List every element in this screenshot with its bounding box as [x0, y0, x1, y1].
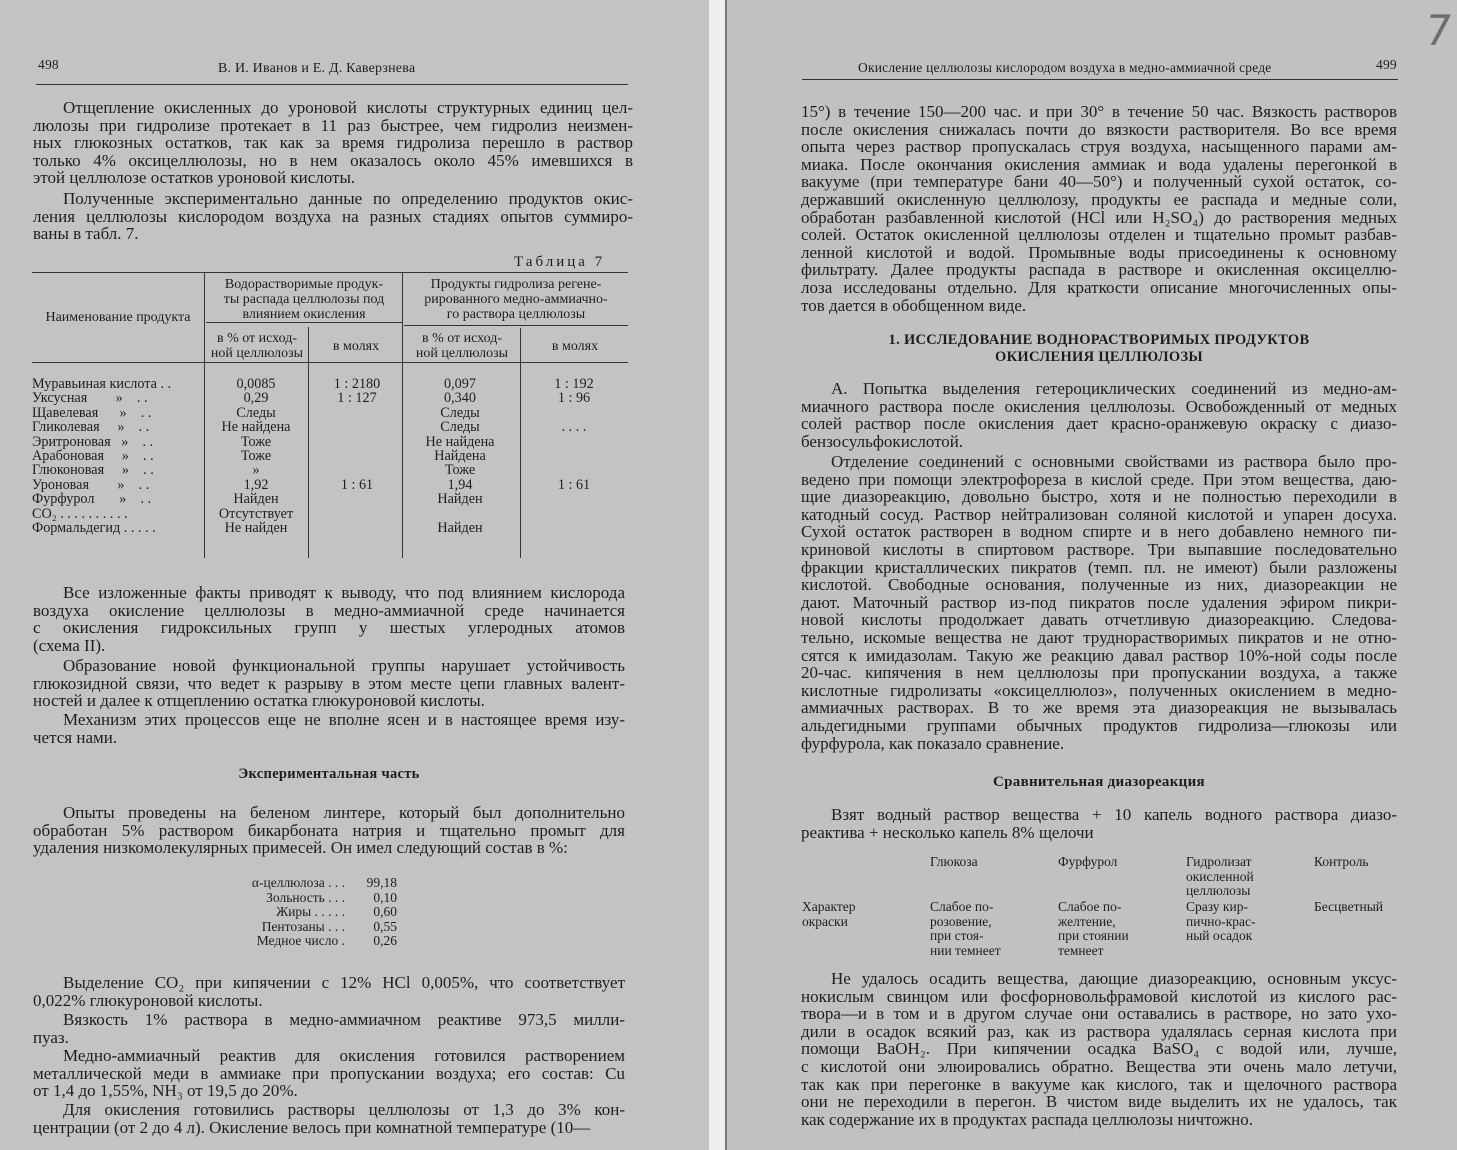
table-cell-product-name: Щавелевая » . .	[32, 404, 152, 421]
right-para-2	[801, 380, 1397, 450]
value-glucose: Слабое по- розовение, при стоя- нии темнеет	[930, 899, 1001, 959]
text-line: твора—и в том и в другом случае они оставались в растворе, но зато ухо-	[801, 1004, 1397, 1024]
text-line: металлической меди в аммиаке при пропускании воздуха; его состав: Cu	[33, 1063, 625, 1083]
subheader-moles-2: в молях	[551, 339, 599, 354]
subheader-moles-1: в молях	[332, 339, 380, 354]
text-line: щие диазореакцию, довольно быстро, хотя и не полностью переходили в	[801, 487, 1397, 507]
table-cell-product-name: Гликолевая » . .	[32, 419, 150, 436]
table-cell-moles-hydrolysis: 1 : 61	[557, 476, 591, 493]
table-cell-percent-hydrolysis: 0,340	[444, 390, 476, 407]
table-cell-moles-water-soluble: 1 : 127	[337, 390, 377, 407]
header-line: в % от исход-	[216, 331, 298, 346]
text-line: люлозы при гидролизе протекает в 11 раз быстрее, чем гидролиз неизмен-	[33, 115, 633, 135]
right-para-3	[801, 453, 1397, 752]
text-line: как содержание их в продуктах распада целлюлозы ничтожно.	[801, 1109, 1253, 1129]
text-line: катодный сосуд. Раствор нейтрализован соляной кислотой и упарен досуха.	[801, 504, 1397, 524]
header-line: в % от исход-	[421, 331, 503, 346]
text-line: Полученные экспериментально данные по определению продуктов окис-	[63, 189, 633, 208]
experimental-section-heading: Экспериментальная часть	[238, 766, 420, 782]
right-page-number: 499	[1376, 57, 1397, 72]
header-hydrolysate: Гидролизат окисленной целлюлозы	[1186, 854, 1254, 899]
section-heading-1	[801, 332, 1397, 366]
table-cell-product-name: Глюконовая » . .	[32, 462, 154, 479]
text-line: этой целлюлозе остатков уроновой кислоты.	[33, 168, 356, 188]
text-line: нокислым свинцом или фосфорновольфрамовой кислотой из кислого рас-	[801, 986, 1397, 1006]
text-line: Отщепление окисленных до уроновой кислоты структурных единиц цел-	[63, 98, 633, 117]
composition-label: Пентозаны . . .	[261, 918, 345, 934]
text-line: опыта через раствор пропускалась струя воздуха, насыщенного парами ам-	[801, 137, 1397, 157]
text-line: криновой кислоты в спиртовом растворе. Три выпавшие последовательно	[801, 539, 1397, 559]
table-cell-product-name: CO₂ . . . . . . . . . .	[32, 505, 128, 522]
text-line: миачного раствора после окисления целлюлозы. Освобожденный от медных	[801, 396, 1397, 416]
text-line: центрации (от 2 до 4 л). Окисление велось при комнатной температуре (10—	[33, 1117, 591, 1137]
text-line: Опыты проведены на беленом линтере, который был дополнительно	[63, 803, 625, 822]
table-cell-percent-water-soluble: 0,29	[243, 390, 269, 407]
table-cell-percent-water-soluble: 1,92	[243, 476, 269, 493]
right-para-5	[801, 970, 1397, 1128]
composition-row	[220, 876, 397, 891]
section-heading-line-2: ОКИСЛЕНИЯ ЦЕЛЛЮЛОЗЫ	[995, 349, 1203, 365]
left-para-9	[33, 1047, 625, 1100]
table-7-caption: Таблица 7	[514, 254, 606, 270]
text-line: Медно-аммиачный реактив для окисления готовился растворением	[63, 1046, 625, 1065]
value-control: Бесцветный	[1314, 899, 1384, 914]
header-line: рированного медно-аммиачно-	[424, 292, 608, 307]
table-cell-percent-hydrolysis: Следы	[440, 419, 480, 436]
table-cell-percent-water-soluble: Не найден	[224, 520, 288, 536]
text-line: обработан 5% раствором бикарбоната натрия и тщательно промыт для	[33, 820, 625, 840]
table-7	[32, 272, 628, 558]
composition-label: Жиры . . . . .	[276, 904, 345, 920]
composition-value: 0,26	[373, 933, 397, 949]
left-page-number: 498	[38, 57, 59, 72]
row-label-color-character: Характер окраски	[802, 899, 856, 929]
composition-label: Зольность . . .	[266, 889, 345, 905]
text-line: Вязкость 1% раствора в медно-аммиачном реактиве 973,5 милли-	[63, 1010, 625, 1029]
text-line: так как при перегонке в вакууме как кислого, так и щелочного раствора	[801, 1074, 1397, 1094]
text-line: они не переходили в перегон. В чистом виде выделить их не удалось, так	[801, 1092, 1397, 1112]
left-para-3	[33, 584, 625, 654]
table-cell-percent-hydrolysis: Тоже	[444, 462, 476, 479]
text-line: пуаз.	[33, 1027, 69, 1047]
subheader-percent-1	[206, 331, 308, 361]
text-line: Все изложенные факты приводят к выводу, что под влиянием кислорода	[63, 583, 625, 602]
table-cell-percent-water-soluble: Отсутствует	[218, 505, 294, 522]
text-line: (схема II).	[33, 635, 106, 655]
composition-label: Медное число .	[256, 933, 345, 949]
subheader-percent-2	[404, 331, 520, 361]
table-cell-moles-hydrolysis: 1 : 96	[557, 390, 591, 407]
text-line: миака. После окончания окисления аммиак и вода удалены перегонкой в	[801, 154, 1397, 174]
right-para-1	[801, 103, 1397, 314]
table-cell-percent-hydrolysis: 1,94	[447, 476, 473, 493]
header-line: ты распада целлюлозы под	[223, 292, 385, 307]
left-para-8	[33, 1011, 625, 1046]
table-cell-percent-hydrolysis: Следы	[440, 404, 480, 421]
header-line: Водорастворимые продук-	[224, 277, 384, 292]
composition-value: 99,18	[366, 875, 397, 890]
left-para-1	[33, 99, 633, 187]
left-para-4	[33, 657, 625, 710]
table-cell-moles-hydrolysis: 1 : 192	[554, 376, 594, 392]
text-line: Выделение CO₂ при кипячении с 12% HCl 0,005%, что соответствует	[63, 973, 625, 992]
header-rule-right	[802, 79, 1398, 80]
text-line: Механизм этих процессов еще не вполне ясен и в настоящее время изу-	[63, 710, 625, 729]
composition-value: 0,55	[373, 918, 397, 934]
pencil-mark: 7	[1421, 6, 1456, 55]
text-line: альдегидными группами обычных продуктов гидролиза—глюкозы или	[801, 715, 1397, 735]
table-cell-product-name: Уроновая » . .	[32, 476, 150, 493]
left-para-6	[33, 804, 625, 857]
table-cell-percent-hydrolysis: Найден	[437, 520, 483, 536]
page-edge-line	[725, 0, 727, 1150]
table-cell-product-name: Эритроновая » . .	[32, 433, 154, 450]
text-line: с окисления гидроксильных групп у шестых углеродных атомов	[33, 618, 625, 638]
text-line: кислотные гидролизаты «оксицеллюлоз», полученных окислением в медно-	[801, 680, 1397, 700]
value-furfural: Слабое по- желтение, при стоянии темнеет	[1058, 899, 1129, 959]
text-line: солей раствор после окисления дает красно-оранжевую окраску с диазо-	[801, 414, 1397, 434]
text-line: фракции кристаллических пикратов (темп. пл. не имеют) были разложены	[801, 557, 1397, 577]
text-line: бензосульфокислотой.	[801, 431, 964, 451]
table-cell-product-name: Формальдегид . . . . .	[32, 520, 156, 536]
text-line: только 4% оксицеллюлозы, но в нем оказалось около 45% имевшихся в	[33, 150, 633, 170]
table-cell-percent-water-soluble: Не найдена	[221, 419, 291, 436]
text-line: глюкозидной связи, что ведет к разрыву в этом месте цепи главных валент-	[33, 673, 625, 693]
composition-row	[220, 934, 397, 949]
table-cell-percent-hydrolysis: Найден	[437, 491, 483, 508]
text-line: 20-час. кипячения в нем целлюлозы при пропускании воздуха, а также	[801, 663, 1397, 683]
text-line: фурфурола, как показало сравнение.	[801, 733, 1065, 753]
table-cell-moles-water-soluble: 1 : 2180	[333, 376, 381, 392]
header-line: го раствора целлюлозы	[446, 307, 586, 322]
table-cell-product-name: Муравьиная кислота . .	[32, 376, 172, 392]
text-line: А. Попытка выделения гетероциклических соединений из медно-ам-	[831, 379, 1397, 398]
header-glucose: Глюкоза	[930, 854, 978, 869]
text-line: после окисления снижалась почти до вязкости растворителя. Во все время	[801, 119, 1397, 139]
left-para-2	[33, 190, 633, 243]
header-line: Продукты гидролиза регене-	[430, 277, 602, 292]
text-line: помощи BaOH₂. При кипячении осадка BaSO₄ с водой или, лучше,	[801, 1039, 1397, 1059]
text-line: обработан разбавленной кислотой (HCl или H₂SO₄) до растворения медных	[801, 207, 1397, 227]
text-line: Отделение соединений с основными свойствами из раствора было про-	[831, 452, 1397, 471]
value-hydrolysate: Сразу кир- пично-крас- ный осадок	[1186, 899, 1256, 944]
text-line: удаления низкомолекулярных примесей. Он имел следующий состав в %:	[33, 838, 568, 858]
text-line: ностей и далее к отщеплению остатка глюкуроновой кислоты.	[33, 691, 485, 711]
text-line: аммиачных растворах. В то же время эта диазореакция не вызывалась	[801, 698, 1397, 718]
right-running-head: Окисление целлюлозы кислородом воздуха в медно-аммиачной среде	[858, 60, 1272, 75]
table-cell-product-name: Фурфурол » . .	[32, 491, 152, 508]
table-cell-moles-hydrolysis: . . . .	[561, 419, 587, 436]
table-cell-product-name: Арабоновая » . .	[32, 448, 154, 464]
table-cell-percent-water-soluble: Тоже	[240, 448, 272, 464]
text-line: дают. Маточный раствор из-под пикратов после удаления эфиром пикри-	[801, 592, 1397, 612]
column-header-product-name: Наименование продукта	[45, 310, 191, 325]
text-line: ваны в табл. 7.	[33, 224, 139, 244]
text-line: чется нами.	[33, 727, 118, 747]
text-line: ленной кислотой и водой. Промывные воды присоединены к основному	[801, 242, 1397, 262]
composition-value: 0,10	[373, 889, 397, 905]
table-cell-percent-water-soluble: 0,0085	[236, 376, 276, 392]
text-line: фильтрату. Далее продукты распада в растворе и окисленная оксицеллю-	[801, 260, 1397, 280]
text-line: с кислотой они элюировались обратно. Вещества эти очень мало летучи,	[801, 1056, 1397, 1076]
header-rule	[36, 84, 628, 85]
left-running-head: В. И. Иванов и Е. Д. Каверзнева	[218, 61, 416, 76]
table-cell-moles-water-soluble: 1 : 61	[340, 476, 374, 493]
left-para-5	[33, 711, 625, 746]
text-line: Не удалось осадить вещества, дающие диазореакцию, основным уксус-	[831, 969, 1397, 988]
table-cell-percent-hydrolysis: 0,097	[444, 376, 476, 392]
text-line: солей. Остаток окисленной целлюлозы отделен и тщательно промыт разбав-	[801, 225, 1397, 245]
text-line: тельно, искомые вещества не дают труднорастворимых пикратов и не отно-	[801, 627, 1397, 647]
composition-row	[220, 891, 397, 906]
text-line: сятся к имидазолам. Такую же реакцию давал раствор 10%-ной соды после	[801, 645, 1397, 665]
column-group-hydrolysis	[404, 277, 628, 322]
table-cell-percent-water-soluble: Найден	[233, 491, 279, 508]
header-furfural: Фурфурол	[1058, 854, 1118, 869]
left-para-7	[33, 974, 625, 1009]
text-line: реактива + несколько капель 8% щелочи	[801, 822, 1094, 842]
text-line: от 1,4 до 1,55%, NH₃ от 19,5 до 20%.	[33, 1081, 298, 1101]
text-line: лоза исследованы отдельно. Для краткости описание многочисленных опы-	[801, 277, 1397, 297]
text-line: Образование новой функциональной группы нарушает устойчивость	[63, 656, 625, 675]
right-para-4	[801, 806, 1397, 841]
header-line: влиянием окисления	[242, 307, 366, 322]
table-cell-product-name: Уксусная » . .	[32, 390, 148, 407]
composition-row	[220, 905, 397, 920]
composition-row	[220, 920, 397, 935]
text-line: 15°) в течение 150—200 час. и при 30° в течение 50 час. Вязкость растворов	[801, 102, 1397, 121]
table-cell-percent-water-soluble: Следы	[236, 404, 276, 421]
text-line: ных глюкозных остатков, так как за время гидролиза перешло в раствор	[33, 133, 633, 153]
text-line: Сухой остаток растворен в водном спирте и в него добавлено немного пи-	[801, 522, 1397, 542]
text-line: 0,022% глюкуроновой кислоты.	[33, 990, 263, 1010]
text-line: вакууме (при температуре бани 40—50°) и полученный сухой остаток, со-	[801, 172, 1397, 192]
text-line: кислотой. Свободные основания, полученные из них, диазореакции не	[801, 575, 1397, 595]
table-cell-percent-water-soluble: Тоже	[240, 433, 272, 450]
composition-value: 0,60	[373, 904, 397, 920]
composition-list	[220, 876, 397, 949]
text-line: Для окисления готовились растворы целлюлозы от 1,3 до 3% кон-	[63, 1100, 625, 1119]
text-line: тов дается в обобщенном виде.	[801, 295, 1027, 315]
table-cell-percent-hydrolysis: Найдена	[434, 448, 486, 464]
text-line: ведено при помощи электрофореза в кислой среде. При этом вещества, даю-	[801, 469, 1397, 489]
table-cell-percent-water-soluble: »	[252, 462, 260, 479]
text-line: державший окисленную целлюлозу, продукты ее распада и медные соли,	[801, 189, 1397, 209]
section-heading-line-1: 1. ИССЛЕДОВАНИЕ ВОДНОРАСТВОРИМЫХ ПРОДУКТОВ	[888, 332, 1310, 348]
column-group-water-soluble	[206, 277, 402, 322]
table-cell-percent-hydrolysis: Не найдена	[425, 433, 495, 450]
book-gutter	[709, 0, 726, 1150]
text-line: ления целлюлозы кислородом воздуха на разных стадиях опытов суммиро-	[33, 206, 633, 226]
composition-label: α-целлюлоза . . .	[251, 875, 345, 890]
comparative-diazo-subheading: Сравнительная диазореакция	[993, 774, 1205, 790]
header-line: ной целлюлозы	[415, 346, 509, 361]
header-line: ной целлюлозы	[210, 346, 304, 361]
text-line: Взят водный раствор вещества + 10 капель водного раствора диазо-	[831, 805, 1397, 824]
header-control: Контроль	[1314, 854, 1369, 869]
text-line: воздуха окисление целлюлозы в медно-аммиачной среде начинается	[33, 600, 625, 620]
text-line: новой кислоты продолжает давать отчетливую диазореакцию. Следова-	[801, 610, 1397, 630]
text-line: дили в осадок всякий раз, как из раствора удалялась серная кислота при	[801, 1021, 1397, 1041]
left-para-10	[33, 1101, 625, 1136]
